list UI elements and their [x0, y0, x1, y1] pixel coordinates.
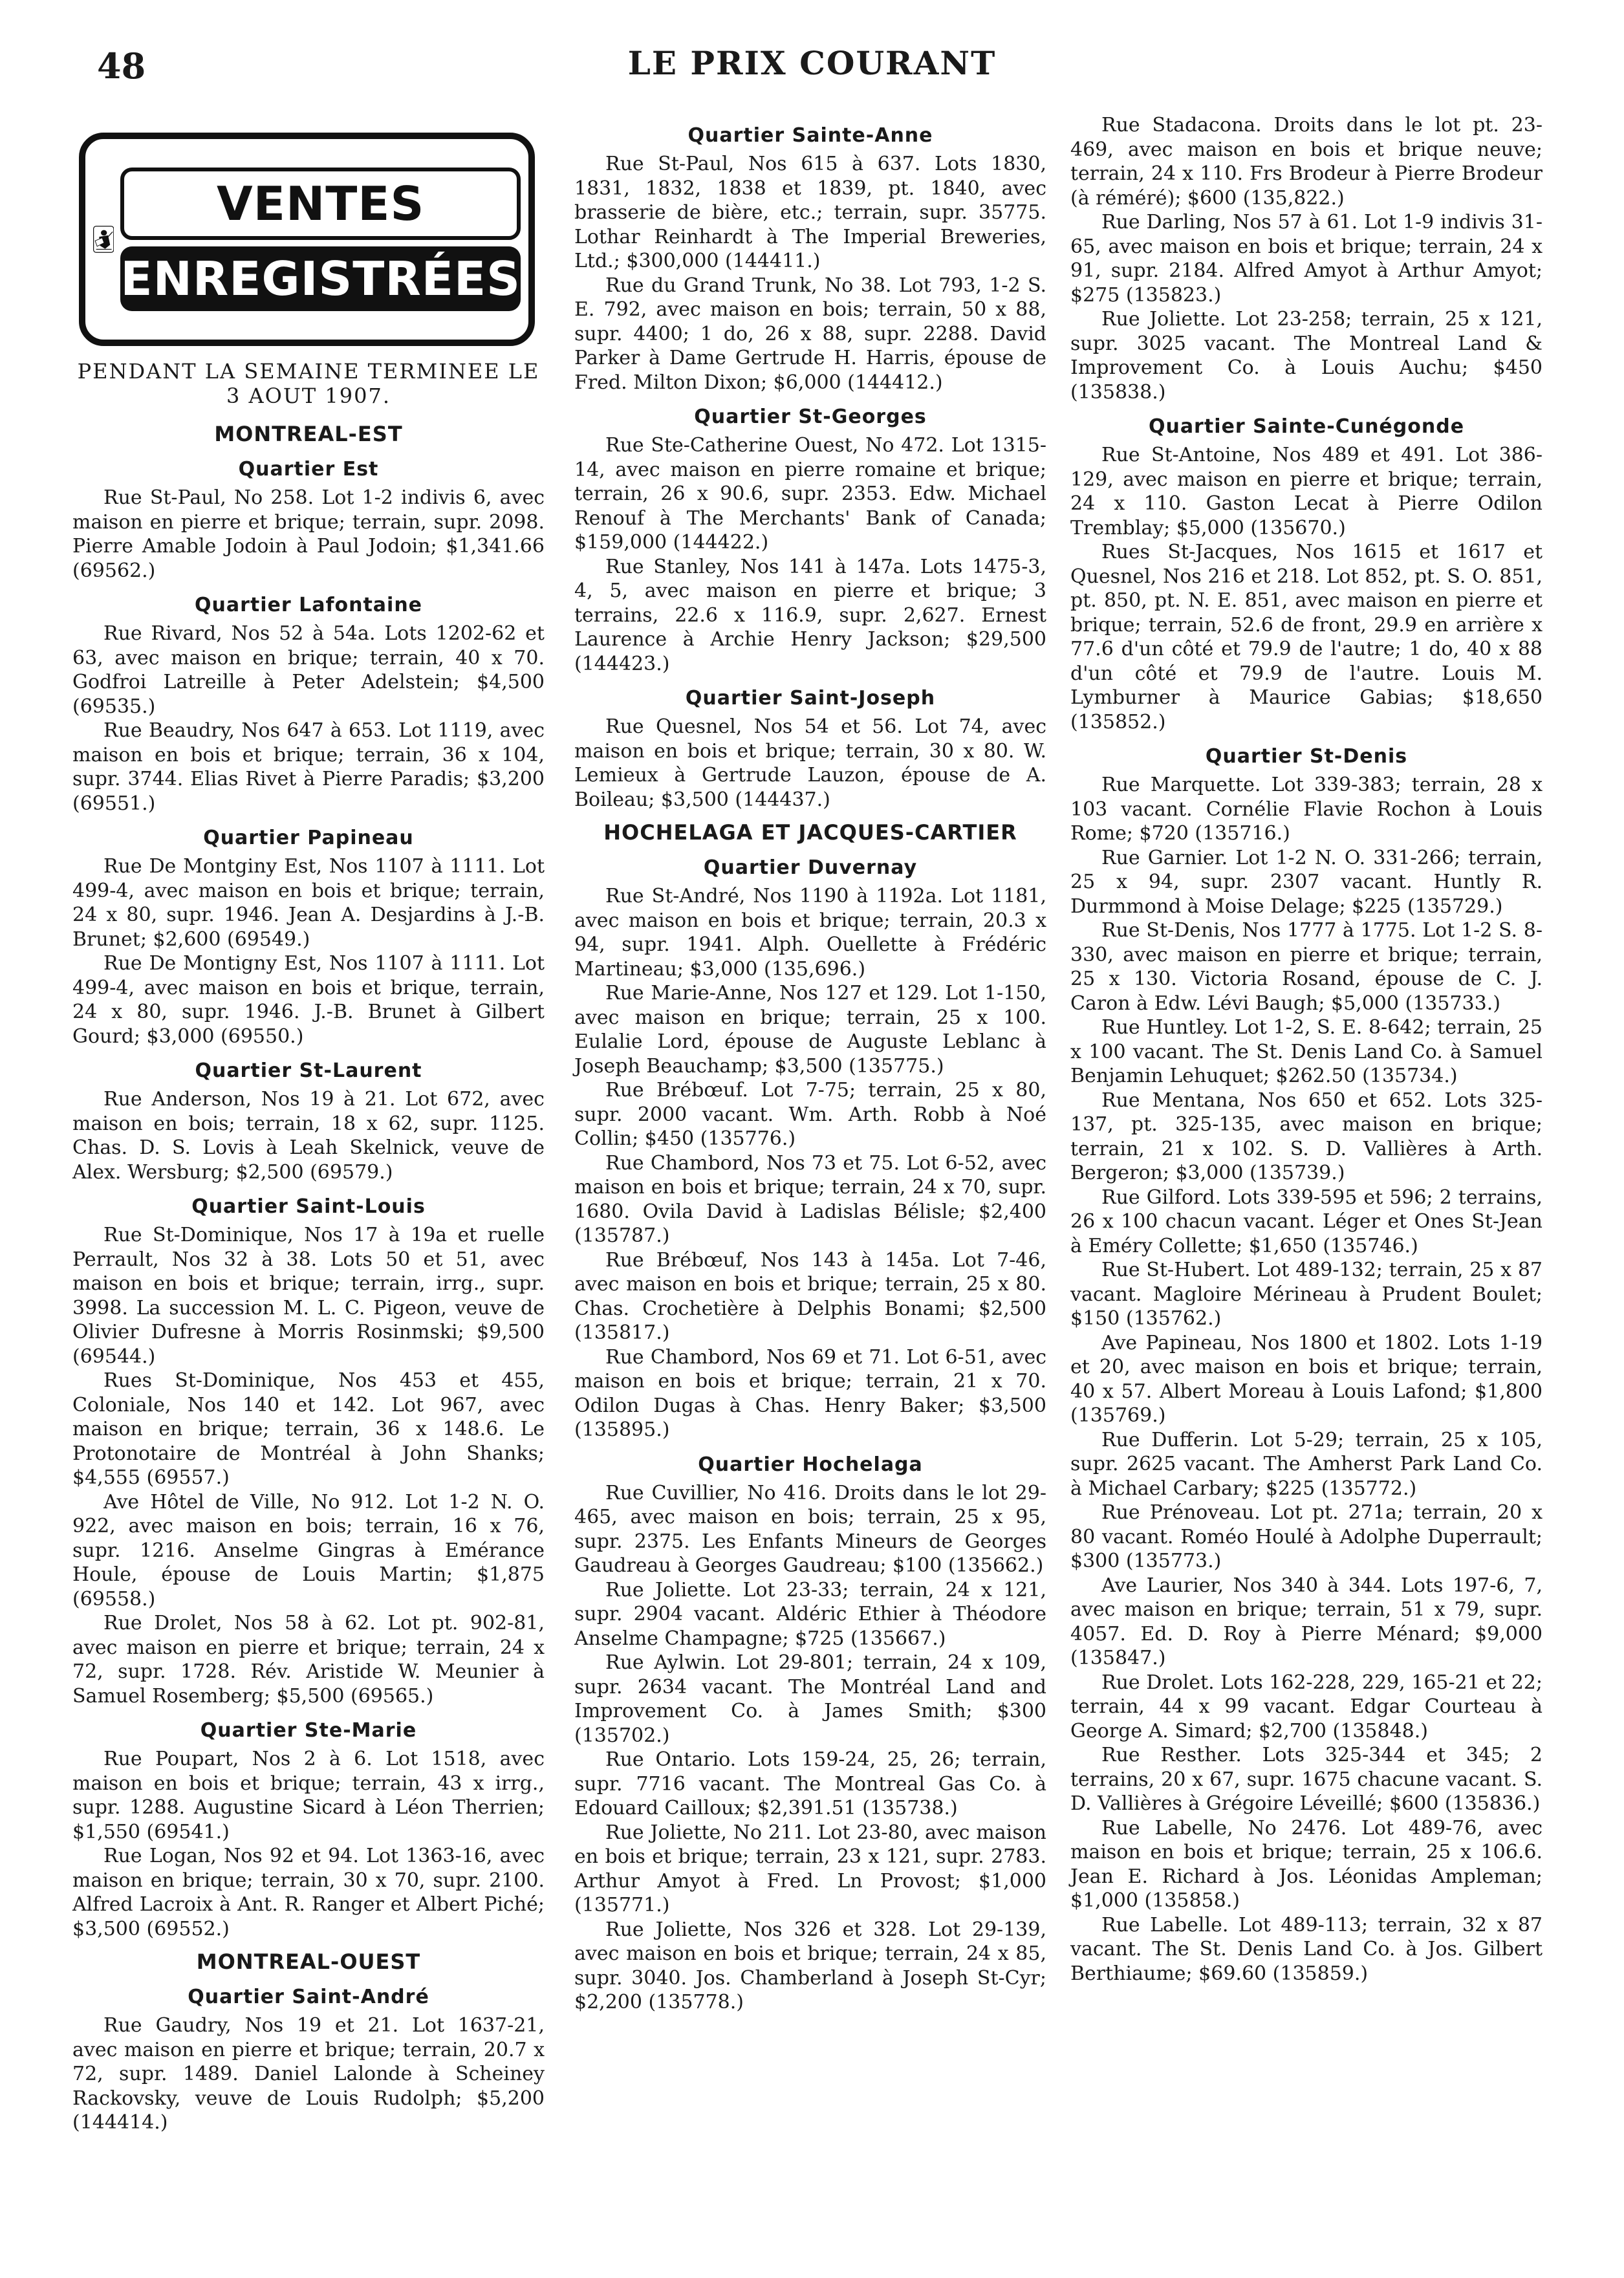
sale-entry: Rue Chambord, Nos 69 et 71. Lot 6-51, avec maison en bois et brique; terrain, 21 x 70. Odilon Dugas à Chas. Henry Baker; $3,500 (135895.)	[574, 1345, 1046, 1441]
sale-entry: Rue Anderson, Nos 19 à 21. Lot 672, avec maison en bois; terrain, 18 x 62, supr. 1125. Chas. D. S. Lovis à Leah Skelnick, veuve de Alex. Wersburg; $2,500 (69579.)	[72, 1088, 545, 1184]
quarter-heading: Quartier Saint-Louis	[191, 1195, 426, 1218]
sale-entry: Rue Drolet. Lots 162-228, 229, 165-21 et 22; terrain, 44 x 99 vacant. Edgar Courteau à George A. Simard; $2,700 (135848.)	[1070, 1671, 1543, 1742]
quarter-heading: Quartier St-Denis	[1205, 745, 1408, 768]
region-heading: MONTREAL-OUEST	[196, 1949, 421, 1974]
quarter-heading: Quartier Sainte-Anne	[687, 124, 933, 147]
sale-entry: Rue Ontario. Lots 159-24, 25, 26; terrain, supr. 7716 vacant. The Montreal Gas Co. à Edouard Cailloux; $2,391.51 (135738.)	[574, 1748, 1046, 1819]
sale-entry: Rue Joliette, Nos 326 et 328. Lot 29-139, avec maison en bois et brique; terrain, 24 x 85, supr. 3040. Jos. Chamberland à Joseph St-Cyr; $2,200 (135778.)	[574, 1918, 1046, 2013]
logo-line-2: ENREGISTRÉES	[120, 246, 521, 311]
clerk-at-desk-illustration	[93, 152, 114, 327]
column-3-body	[1070, 113, 1543, 1986]
ventes-enregistrees-logo	[79, 133, 535, 346]
sale-entry: Rue St-Dominique, Nos 17 à 19a et ruelle Perrault, Nos 32 à 38. Lots 50 et 51, avec maison en bois et brique; terrain, irrg., supr. 3998. La succession M. L. C. Pigeon, veuve de Olivier Dufresne à Morris Rosinmski; $9,500 (69544.)	[72, 1224, 545, 1368]
quarter-heading: Quartier Lafontaine	[194, 594, 423, 616]
column-1-body	[72, 421, 545, 2135]
sale-entry: Rue Gilford. Lots 339-595 et 596; 2 terrains, 26 x 100 chacun vacant. Léger et Ones St-Jean à Eméry Collette; $1,650 (135746.)	[1070, 1186, 1543, 1257]
column-2-body	[574, 124, 1046, 2015]
sale-entry: Rue Labelle. Lot 489-113; terrain, 32 x 87 vacant. The St. Denis Land Co. à Jos. Gilbert Berthiaume; $69.60 (135859.)	[1070, 1913, 1543, 1985]
sale-entry: Rue De Montginy Est, Nos 1107 à 1111. Lot 499-4, avec maison en bois et brique; terrain, 24 x 80, supr. 1946. Jean A. Desjardins à J.-B. Brunet; $2,600 (69549.)	[72, 855, 545, 951]
quarter-heading: Quartier Sainte-Cunégonde	[1148, 415, 1465, 438]
sale-entry: Rue Brébœuf, Nos 143 à 145a. Lot 7-46, avec maison en bois et brique; terrain, 25 x 80. Chas. Crochetière à Delphis Bonami; $2,500 (135817.)	[574, 1248, 1046, 1344]
sale-entry: Rue St-Paul, Nos 615 à 637. Lots 1830, 1831, 1832, 1838 et 1839, pt. 1840, avec brasserie de bière, etc.; terrain, supr. 35775. Lothar Reinhardt à The Imperial Breweries, Ltd.; $300,000 (144411.)	[574, 153, 1046, 272]
sale-entry: Rue Logan, Nos 92 et 94. Lot 1363-16, avec maison en brique; terrain, 30 x 70, supr. 2100. Alfred Lacroix à Ant. R. Ranger et Albert Piché; $3,500 (69552.)	[72, 1845, 545, 1940]
sale-entry: Rue Poupart, Nos 2 à 6. Lot 1518, avec maison en bois et brique; terrain, 43 x irrg., supr. 1288. Augustine Sicard à Léon Therrien; $1,550 (69541.)	[72, 1748, 545, 1843]
sale-entry: Rue Prénoveau. Lot pt. 271a; terrain, 20 x 80 vacant. Roméo Houlé à Adolphe Duperrault; $300 (135773.)	[1070, 1501, 1543, 1572]
quarter-heading: Quartier Ste-Marie	[200, 1719, 417, 1742]
page-number: 48	[97, 45, 146, 87]
sale-entry: Rue Joliette, No 211. Lot 23-80, avec maison en bois et brique; terrain, 23 x 121, supr. 2783. Arthur Amyot à Fred. Ln Provost; $1,000 (135771.)	[574, 1821, 1046, 1916]
sale-entry: Rue Ste-Catherine Ouest, No 472. Lot 1315-14, avec maison en pierre romaine et brique; terrain, 26 x 90.6, supr. 2353. Edw. Michael Renouf à The Merchants' Bank of Canada; $159,000 (144422.)	[574, 434, 1046, 554]
quarter-heading: Quartier Saint-André	[188, 1986, 429, 2008]
sale-entry: Rue Cuvillier, No 416. Droits dans le lot 29-465, avec maison en bois; terrain, 25 x 95, supr. 2375. Les Enfants Mineurs de Georges Gaudreau à Georges Gaudreau; $100 (135662.)	[574, 1481, 1046, 1577]
sale-entry: Rue St-Antoine, Nos 489 et 491. Lot 386-129, avec maison en pierre et brique; terrain, 24 x 110. Gaston Lecat à Pierre Odilon Tremblay; $5,000 (135670.)	[1070, 444, 1543, 539]
quarter-heading: Quartier Hochelaga	[698, 1453, 923, 1476]
column-1	[72, 113, 545, 2135]
sale-entry: Rue Stanley, Nos 141 à 147a. Lots 1475-3, 4, 5, avec maison en pierre et brique; 3 terrains, 22.6 x 116.9, supr. 2,627. Ernest Laurence à Archie Henry Jackson; $29,500 (144423.)	[574, 555, 1046, 675]
sale-entry: Rues St-Jacques, Nos 1615 et 1617 et Quesnel, Nos 216 et 218. Lot 852, pt. S. O. 851, pt. 850, pt. N. E. 851, avec maison en pierre et brique; terrain, 52.6 de front, 29.9 en arrière x 77.6 d'un côté et 79.9 de l'autre; 1 do, 40 x 88 d'un côté et 79.9 de l'autre. Louis M. Lymburner à Maurice Gabias; $18,650 (135852.)	[1070, 541, 1543, 733]
week-ending-line: PENDANT LA SEMAINE TERMINEE LE 3 AOUT 1907.	[77, 359, 540, 408]
sale-entry: Rue Resther. Lots 325-344 et 345; 2 terrains, 20 x 67, supr. 1675 chacune vacant. S. D. Vallières à Grégoire Léveillé; $600 (135836.)	[1070, 1744, 1543, 1815]
sale-entry: Ave Laurier, Nos 340 à 344. Lots 197-6, 7, avec maison en brique; terrain, 51 x 79, supr. 4057. Ed. D. Roy à Pierre Ménard; $9,000 (135847.)	[1070, 1574, 1543, 1669]
quarter-heading: Quartier Papineau	[203, 827, 414, 849]
sale-entry: Rue Brébœuf. Lot 7-75; terrain, 25 x 80, supr. 2000 vacant. Wm. Arth. Robb à Noé Collin; $450 (135776.)	[574, 1079, 1046, 1150]
sale-entry: Rue Joliette. Lot 23-33; terrain, 24 x 121, supr. 2904 vacant. Aldéric Ethier à Théodore Anselme Champagne; $725 (135667.)	[574, 1578, 1046, 1650]
sale-entry: Rue Mentana, Nos 650 et 652. Lots 325-137, pt. 325-135, avec maison en brique; terrain, 21 x 102. S. D. Vallières à Arth. Bergeron; $3,000 (135739.)	[1070, 1089, 1543, 1184]
column-3	[1070, 113, 1543, 1986]
sale-entry: Rue Gaudry, Nos 19 et 21. Lot 1637-21, avec maison en pierre et brique; terrain, 20.7 x 72, supr. 1489. Daniel Lalonde à Scheiney Rackovsky, veuve de Louis Rudolph; $5,200 (144414.)	[72, 2014, 545, 2134]
sale-entry: Rue De Montigny Est, Nos 1107 à 1111. Lot 499-4, avec maison en bois et brique, terrain, 24 x 80, supr. 1946. J.-B. Brunet à Gilbert Gourd; $3,000 (69550.)	[72, 952, 545, 1048]
sale-entry: Rues St-Dominique, Nos 453 et 455, Coloniale, Nos 140 et 142. Lot 967, avec maison en brique; terrain, 36 x 148.6. Le Protonotaire de Montréal à John Shanks; $4,555 (69557.)	[72, 1369, 545, 1489]
sale-entry: Rue Rivard, Nos 52 à 54a. Lots 1202-62 et 63, avec maison en brique; terrain, 40 x 70. Godfroi Latreille à Peter Adelstein; $4,500 (69535.)	[72, 622, 545, 718]
sale-entry: Rue Stadacona. Droits dans le lot pt. 23-469, avec maison en bois et brique neuve; terrain, 24 x 110. Frs Brodeur à Pierre Brodeur (à réméré); $600 (135,822.)	[1070, 114, 1543, 210]
quarter-heading: Quartier Saint-Joseph	[685, 687, 936, 710]
region-heading: HOCHELAGA ET JACQUES-CARTIER	[603, 820, 1017, 845]
sale-entry: Ave Hôtel de Ville, No 912. Lot 1-2 N. O. 922, avec maison en bois; terrain, 16 x 76, supr. 1216. Anselme Gingras à Emérance Houle, épouse de Louis Martin; $1,875 (69558.)	[72, 1490, 545, 1611]
quarter-heading: Quartier St-Laurent	[195, 1059, 422, 1082]
sale-entry: Rue St-Denis, Nos 1777 à 1775. Lot 1-2 S. 8-330, avec maison en pierre et brique; terrain, 25 x 130. Victoria Rosand, épouse de C. J. Caron à Edw. Lévi Baugh; $5,000 (135733.)	[1070, 919, 1543, 1015]
sale-entry: Rue Marie-Anne, Nos 127 et 129. Lot 1-150, avec maison en brique; terrain, 25 x 100. Eulalie Lord, épouse de Auguste Leblanc à Joseph Beauchamp; $3,500 (135775.)	[574, 982, 1046, 1078]
sale-entry: Rue St-André, Nos 1190 à 1192a. Lot 1181, avec maison en bois et brique; terrain, 20.3 x 94, supr. 1941. Alph. Ouellette à Frédéric Martineau; $3,000 (135,696.)	[574, 885, 1046, 981]
sale-entry: Ave Papineau, Nos 1800 et 1802. Lots 1-19 et 20, avec maison en bois et brique; terrain, 40 x 57. Albert Moreau à Louis Lafond; $1,800 (135769.)	[1070, 1331, 1543, 1427]
sale-entry: Rue du Grand Trunk, No 38. Lot 793, 1-2 S. E. 792, avec maison en bois; terrain, 50 x 88, supr. 4400; 1 do, 26 x 88, supr. 2288. David Parker à Dame Gertrude H. Harris, épouse de Fred. Milton Dixon; $6,000 (144412.)	[574, 274, 1046, 394]
sale-entry: Rue St-Hubert. Lot 489-132; terrain, 25 x 87 vacant. Magloire Mérineau à Prudent Boulet; $150 (135762.)	[1070, 1259, 1543, 1330]
sale-entry: Rue Beaudry, Nos 647 à 653. Lot 1119, avec maison en bois et brique; terrain, 36 x 104, supr. 3744. Elias Rivet à Pierre Paradis; $3,200 (69551.)	[72, 719, 545, 815]
sale-entry: Rue Dufferin. Lot 5-29; terrain, 25 x 105, supr. 2625 vacant. The Amherst Park Land Co. à Michael Carbary; $225 (135772.)	[1070, 1428, 1543, 1500]
sale-entry: Rue Labelle, No 2476. Lot 489-76, avec maison en bois et brique; terrain, 25 x 106.6. Jean E. Richard à Jos. Léonidas Ampleman; $1,000 (135858.)	[1070, 1816, 1543, 1912]
quarter-heading: Quartier St-Georges	[694, 406, 927, 428]
sale-entry: Rue Aylwin. Lot 29-801; terrain, 24 x 109, supr. 2634 vacant. The Montréal Land and Improvement Co. à James Smith; $300 (135702.)	[574, 1651, 1046, 1747]
sale-entry: Rue St-Paul, No 258. Lot 1-2 indivis 6, avec maison en pierre et brique; terrain, supr. 2098. Pierre Amable Jodoin à Paul Jodoin; $1,341.66 (69562.)	[72, 486, 545, 582]
sale-entry: Rue Darling, Nos 57 à 61. Lot 1-9 indivis 31-65, avec maison en bois et brique; terrain, 24 x 91, supr. 2184. Alfred Amyot à Arthur Amyot; $275 (135823.)	[1070, 211, 1543, 307]
sale-entry: Rue Drolet, Nos 58 à 62. Lot pt. 902-81, avec maison en pierre et brique; terrain, 24 x 72, supr. 1728. Rév. Aristide W. Meunier à Samuel Rosemberg; $5,500 (69565.)	[72, 1612, 545, 1708]
sale-entry: Rue Joliette. Lot 23-258; terrain, 25 x 121, supr. 3025 vacant. The Montreal Land & Improvement Co. à Louis Auchu; $450 (135838.)	[1070, 308, 1543, 404]
quarter-heading: Quartier Duvernay	[703, 856, 918, 879]
sale-entry: Rue Marquette. Lot 339-383; terrain, 28 x 103 vacant. Cornélie Flavie Rochon à Louis Rome; $720 (135716.)	[1070, 774, 1543, 845]
running-title: LE PRIX COURANT	[627, 44, 997, 82]
sale-entry: Rue Quesnel, Nos 54 et 56. Lot 74, avec maison en bois et brique; terrain, 30 x 80. W. Lemieux à Gertrude Lauzon, épouse de A. Boileau; $3,500 (144437.)	[574, 715, 1046, 811]
sale-entry: Rue Chambord, Nos 73 et 75. Lot 6-52, avec maison en bois et brique; terrain, 24 x 70, supr. 1680. Ovila David à Ladislas Bélisle; $2,400 (135787.)	[574, 1151, 1046, 1247]
logo-line-1: VENTES	[120, 168, 521, 240]
sale-entry: Rue Garnier. Lot 1-2 N. O. 331-266; terrain, 25 x 94, supr. 2307 vacant. Huntly R. Durmmond à Moise Delage; $225 (135729.)	[1070, 846, 1543, 918]
sale-entry: Rue Huntley. Lot 1-2, S. E. 8-642; terrain, 25 x 100 vacant. The St. Denis Land Co. à Samuel Benjamin Lehuquet; $262.50 (135734.)	[1070, 1016, 1543, 1087]
region-heading: MONTREAL-EST	[214, 422, 403, 446]
quarter-heading: Quartier Est	[238, 458, 379, 481]
column-2	[574, 113, 1046, 2015]
